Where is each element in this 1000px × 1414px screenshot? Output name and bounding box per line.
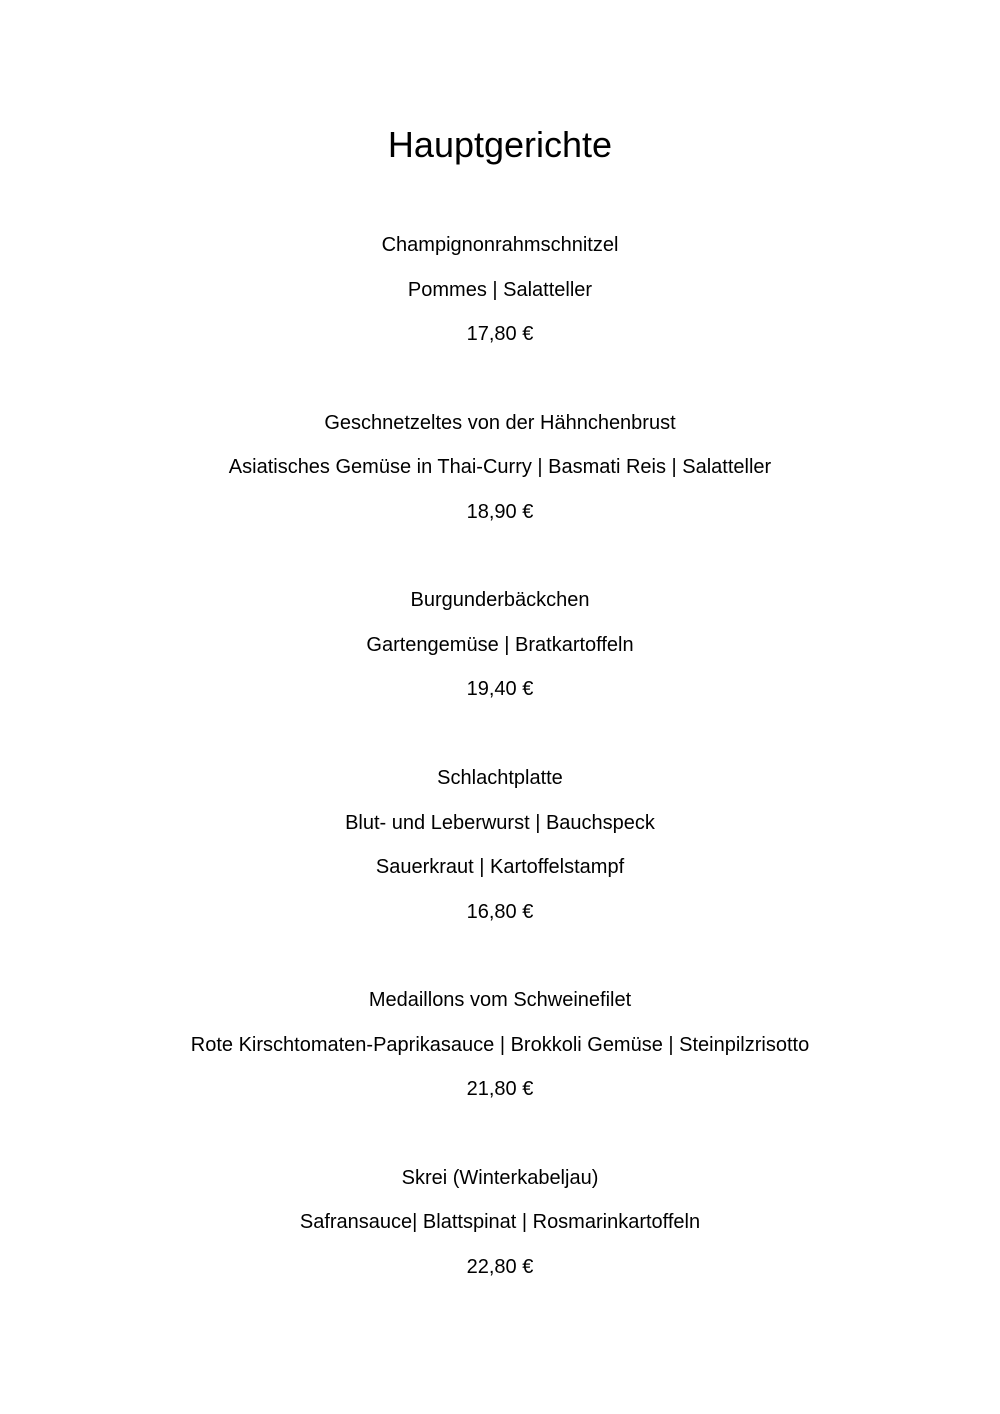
dish-sides: Blut- und Leberwurst | Bauchspeck (345, 812, 655, 834)
dish-sides: Sauerkraut | Kartoffelstampf (375, 856, 625, 878)
dish-price: 21,80 € (466, 1078, 534, 1100)
dish-sides: Pommes | Salatteller (407, 279, 593, 301)
dish-price: 16,80 € (466, 901, 534, 923)
dish-price: 22,80 € (466, 1256, 534, 1278)
dish-sides: Gartengemüse | Bratkartoffeln (366, 634, 634, 656)
dish-price: 18,90 € (466, 501, 534, 523)
dish-sides: Rote Kirschtomaten-Paprikasauce | Brokkoli Gemüse | Steinpilzrisotto (190, 1034, 810, 1056)
dish-price: 19,40 € (466, 678, 534, 700)
dish-name: Skrei (Winterkabeljau) (401, 1167, 599, 1189)
dish-name: Medaillons vom Schweinefilet (368, 989, 632, 1011)
dish-name: Schlachtplatte (437, 767, 563, 789)
page-title: Hauptgerichte (387, 124, 613, 165)
dish-price: 17,80 € (466, 323, 534, 345)
dish-name: Burgunderbäckchen (410, 589, 590, 611)
dish-sides: Asiatisches Gemüse in Thai-Curry | Basmati Reis | Salatteller (228, 456, 772, 478)
dish-name: Geschnetzeltes von der Hähnchenbrust (324, 412, 676, 434)
dish-name: Champignonrahmschnitzel (381, 234, 619, 256)
dish-sides: Safransauce| Blattspinat | Rosmarinkartoffeln (299, 1211, 701, 1233)
